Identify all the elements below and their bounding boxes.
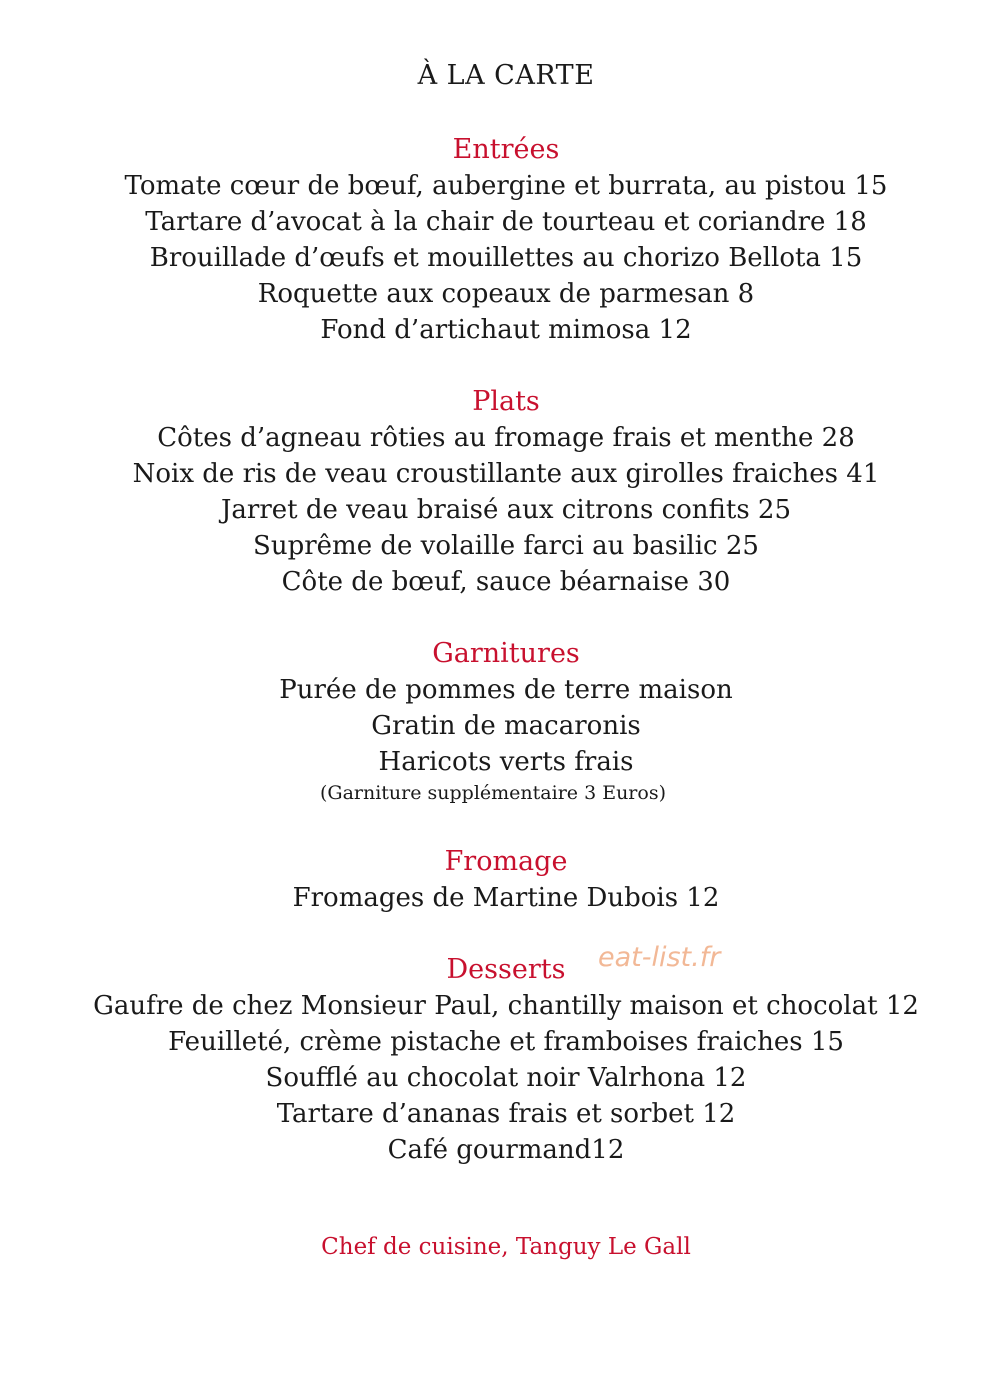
menu-item: Tartare d’ananas frais et sorbet 12 [276,1099,736,1129]
menu-item: Noix de ris de veau croustillante aux girolles fraiches 41 [132,459,880,489]
menu-item: Feuilleté, crème pistache et framboises fraiches 15 [168,1027,844,1057]
menu-item: Jarret de veau braisé aux citrons confits 25 [220,495,792,525]
menu-item: Roquette aux copeaux de parmesan 8 [257,279,755,309]
menu-item: Côtes d’agneau rôties au fromage frais et menthe 28 [157,423,855,453]
section-plats [0,384,989,600]
section-title: Fromage [444,846,568,877]
menu-item: Gratin de macaronis [371,711,641,741]
menu-item: Tomate cœur de bœuf, aubergine et burrata, au pistou 15 [124,171,888,201]
menu-item: Gaufre de chez Monsieur Paul, chantilly maison et chocolat 12 [93,991,919,1021]
menu-item: Fond d’artichaut mimosa 12 [320,315,692,345]
menu-item: Soufflé au chocolat noir Valrhona 12 [265,1063,747,1093]
menu-item: Tartare d’avocat à la chair de tourteau et coriandre 18 [145,207,867,237]
menu-item: Purée de pommes de terre maison [279,675,733,705]
section-fromage [0,844,989,916]
section-title: Plats [472,386,540,417]
section-garnitures [0,636,989,806]
section-title: Desserts [446,954,566,985]
menu-item: Haricots verts frais [378,747,634,777]
menu-item: Café gourmand12 [387,1135,625,1165]
garniture-note: (Garniture supplémentaire 3 Euros) [319,782,666,804]
menu-item: Côte de bœuf, sauce béarnaise 30 [281,567,731,597]
chef-signature: Chef de cuisine, Tanguy Le Gall [321,1234,691,1260]
section-entrees [0,132,989,348]
section-desserts [0,952,989,1168]
menu-item: Brouillade d’œufs et mouillettes au chorizo Bellota 15 [149,243,863,273]
menu-title: À LA CARTE [417,60,595,91]
watermark: eat-list.fr [598,942,721,973]
section-title: Entrées [452,134,560,165]
menu-item: Fromages de Martine Dubois 12 [292,883,720,913]
section-title: Garnitures [432,638,580,669]
menu-item: Suprême de volaille farci au basilic 25 [253,531,759,561]
